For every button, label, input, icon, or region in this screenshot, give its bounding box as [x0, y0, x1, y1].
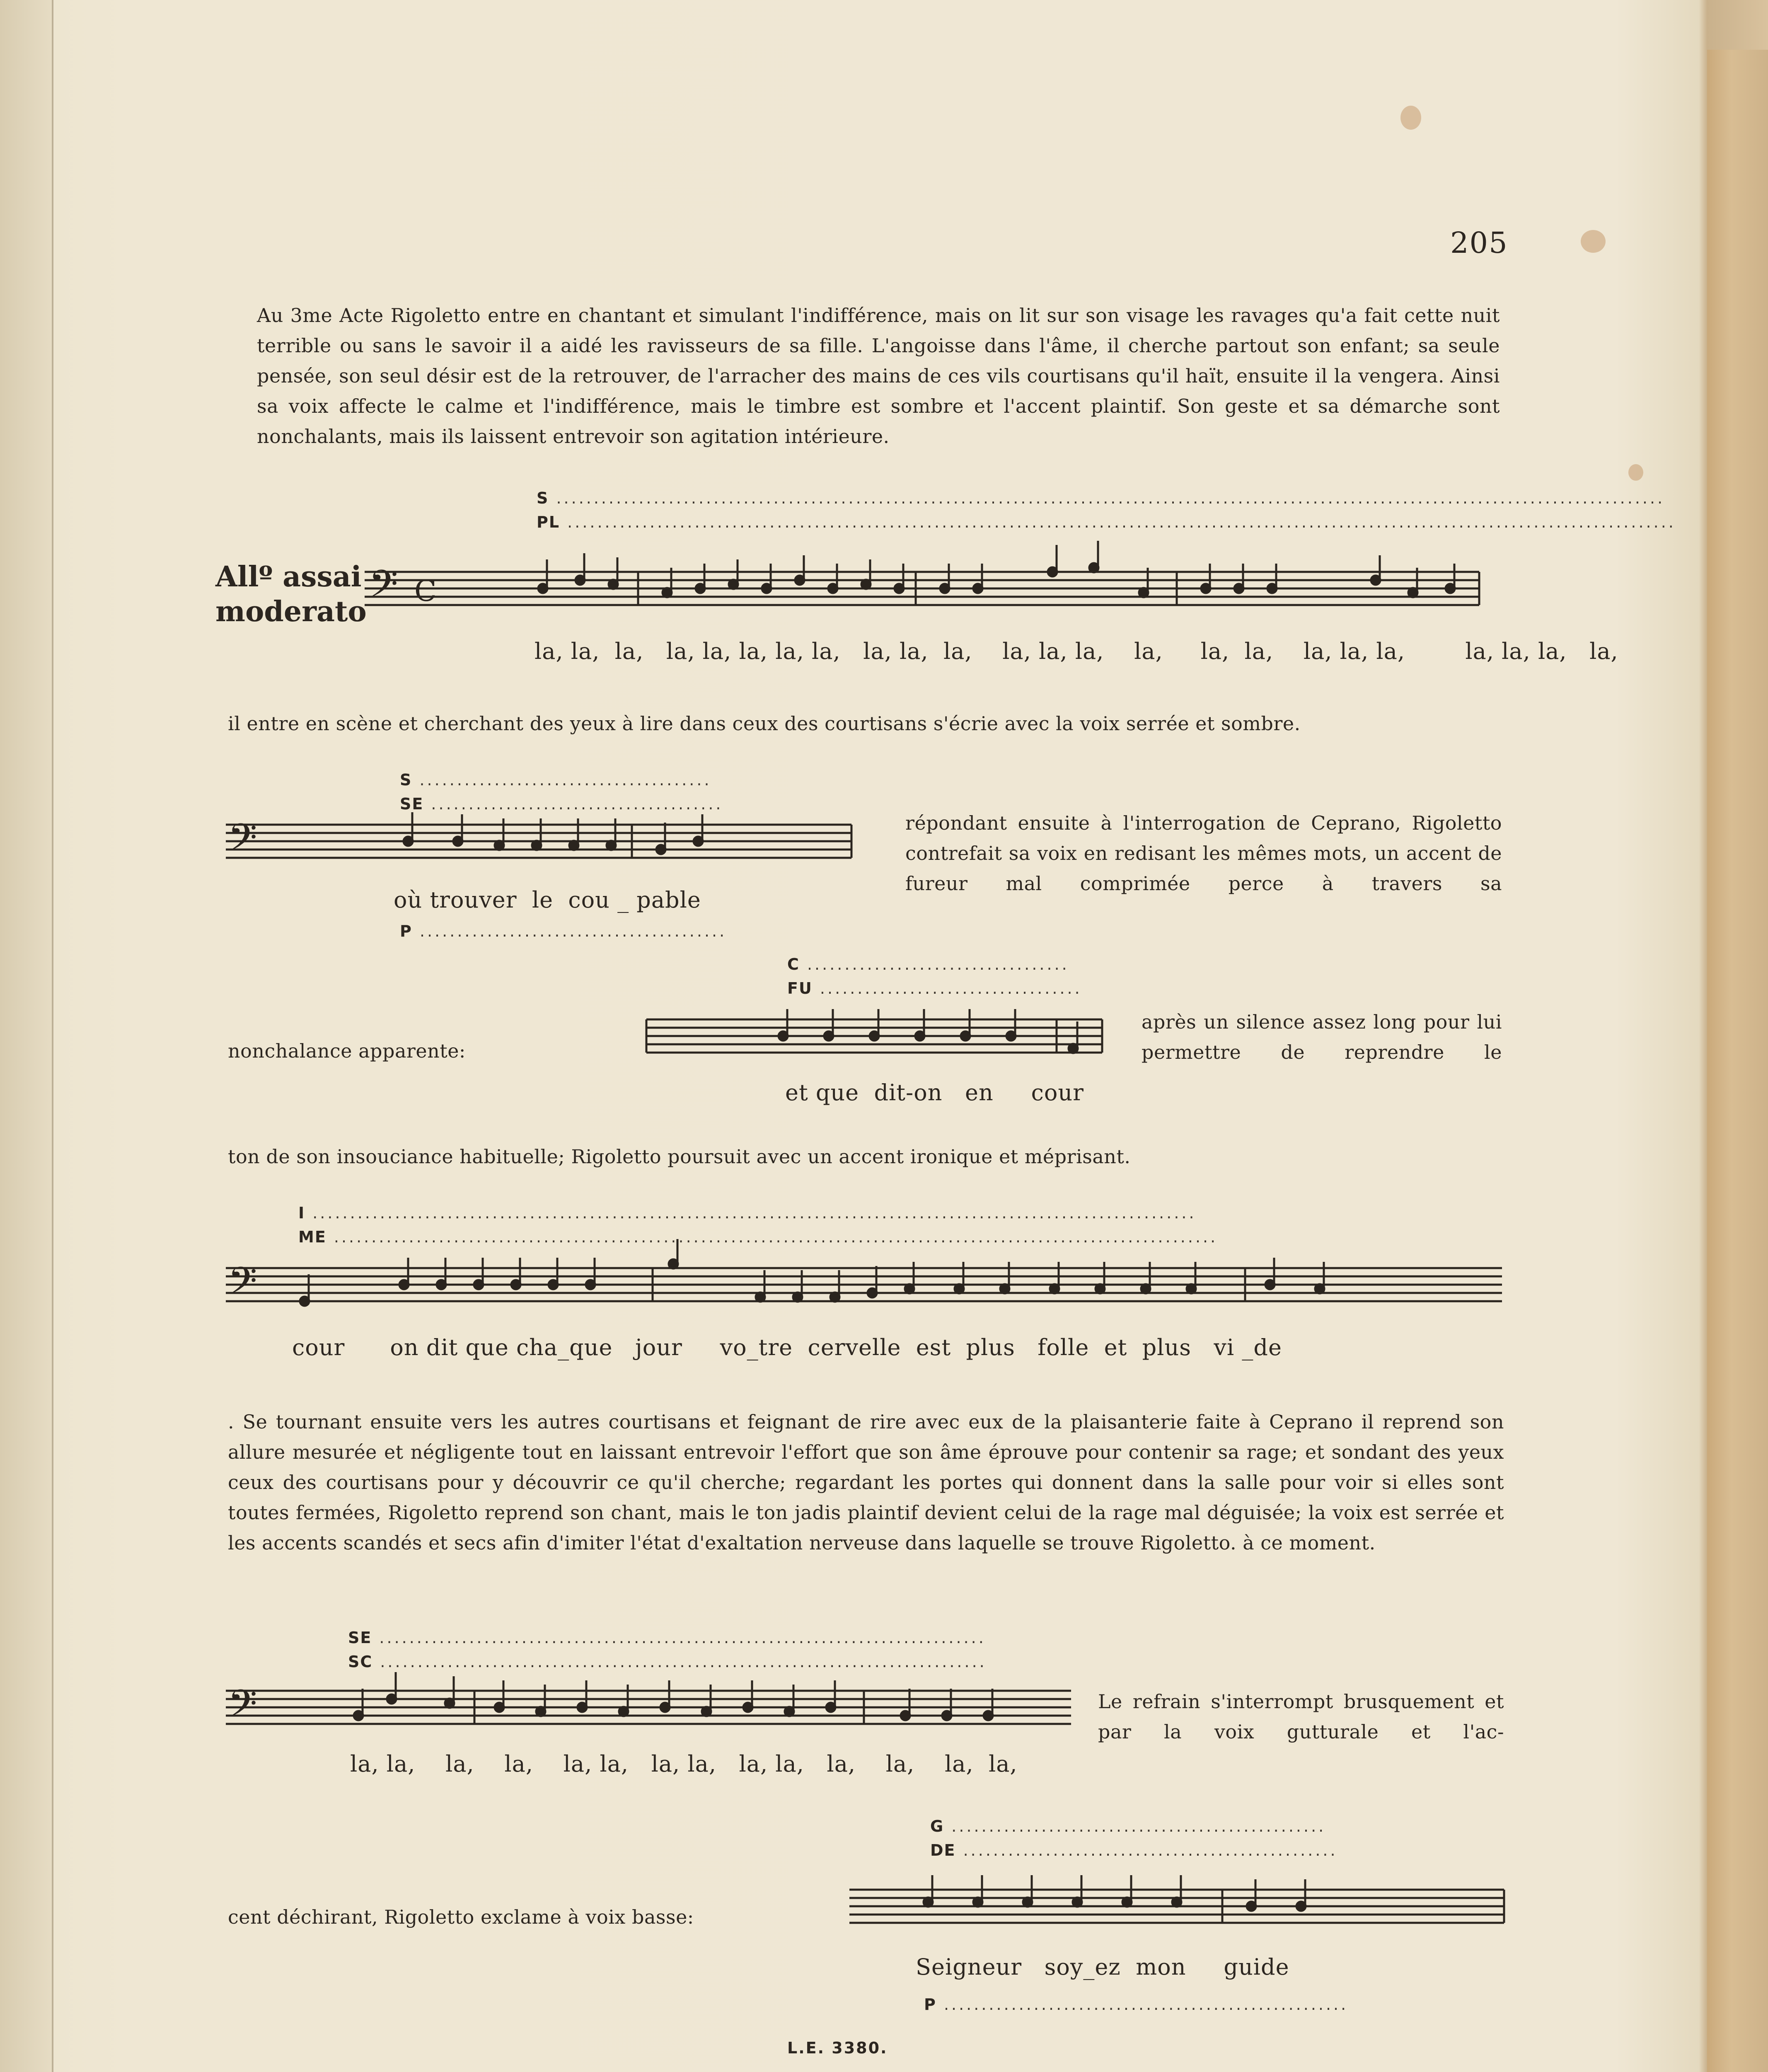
music-staff [646, 1003, 1110, 1077]
dynamic-mark: FU ................................... [787, 979, 1082, 997]
stain [1628, 464, 1643, 481]
lyrics-line: cour on dit que cha_que jour vo_tre cervelle est plus folle et plus vi _de [292, 1334, 1282, 1360]
paragraph-after-ex1: il entre en scène et cherchant des yeux à lire dans ceux des courtisans s'écrie avec la voix serrée et sombre. [228, 712, 1301, 735]
dynamic-mark: DE .................................................. [930, 1841, 1338, 1859]
lead-text: cent déchirant, Rigoletto exclame à voix basse: [228, 1906, 694, 1928]
paragraph-after-ex3: ton de son insouciance habituelle; Rigoletto poursuit avec un accent ironique et méprisant. [228, 1145, 1131, 1168]
svg-text:C: C [414, 574, 437, 608]
lyrics-line: Seigneur soy_ez mon guide [916, 1954, 1289, 1980]
svg-text:𝄢: 𝄢 [228, 816, 257, 869]
dynamic-mark: SE ....................................... [400, 795, 723, 813]
tempo-line: moderato [215, 595, 367, 628]
dynamic-mark: SC ................................................................................. [348, 1653, 987, 1671]
dynamic-mark: G .................................................. [930, 1817, 1326, 1835]
side-text: après un silence assez long pour lui permettre de reprendre le [1142, 1011, 1502, 1063]
dynamic-mark: C ................................... [787, 955, 1069, 973]
dynamic-mark: I ...................................................................................................................... [298, 1204, 1197, 1222]
tempo-marking [215, 559, 367, 629]
lyrics-line: où trouver le cou _ pable [394, 887, 701, 913]
page-edge [1707, 50, 1768, 2072]
lyrics-line: et que dit-on en cour [785, 1080, 1084, 1106]
dynamic-mark: P ......................................... [400, 922, 727, 940]
svg-text:𝄢: 𝄢 [228, 1259, 257, 1312]
catalog-number: L.E. 3380. [787, 2039, 888, 2057]
page-number: 205 [1450, 226, 1508, 260]
music-staff [226, 1243, 1506, 1326]
music-staff [849, 1865, 1512, 1948]
dynamic-mark: SE ................................................................................. [348, 1629, 986, 1647]
side-text: Le refrain s'interrompt brusquement et par la voix gutturale et l'ac- [1098, 1690, 1504, 1743]
svg-text:𝄢: 𝄢 [228, 1682, 257, 1735]
dynamic-mark: ME ...................................................................................................................... [298, 1228, 1218, 1246]
music-staff [226, 808, 860, 891]
dynamic-mark: S ....................................... [400, 771, 712, 789]
side-text: répondant ensuite à l'interrogation de Ceprano, Rigoletto contrefait sa voix en redisant les mêmes mots, un accent de fureur mal comprimée perce à travers sa [905, 812, 1502, 895]
svg-text:𝄢: 𝄢 [369, 562, 398, 615]
book-gutter [0, 0, 53, 2072]
stain [1400, 106, 1421, 130]
lyrics-line: la, la, la, la, la, la, la, la, la, la, la, la, la, la, [350, 1751, 1018, 1777]
stain [1581, 230, 1606, 253]
lead-text: nonchalance apparente: [228, 1040, 466, 1062]
paragraph-intro: Au 3me Acte Rigoletto entre en chantant et simulant l'indifférence, mais on lit sur son visage les ravages qu'a fait cette nuit terrible ou sans le savoir il a aidé les ravisseurs de sa fille. L'angoisse dans l'âme, il cherche partout son enfant; sa seule pensée, son seul désir est de la retrouver, de l'arracher des mains de ces vils courtisans qu'il haït, ensuite il la vengera. Ainsi sa voix affecte le calme et l'indifférence, mais le timbre est sombre et l'accent plaintif. Son geste et sa démarche sont nonchalants, mais ils laissent entrevoir son agitation intérieure. [257, 304, 1500, 448]
music-staff [226, 1674, 1079, 1749]
dynamic-mark: PL .................................................................................................................................................... [537, 513, 1676, 531]
dynamic-mark: P ...................................................... [924, 1995, 1349, 2014]
music-staff [365, 539, 1483, 638]
tempo-line: Allº assai [215, 560, 362, 593]
lyrics-line: la, la, la, la, la, la, la, la, la, la, la, la, la, la, la, la, la, la, la, la, la, la, la, la, [535, 638, 1618, 664]
dynamic-mark: S .................................................................................................................................................... [537, 489, 1665, 507]
paragraph-middle: . Se tournant ensuite vers les autres courtisans et feignant de rire avec eux de la plaisanterie faite à Ceprano il reprend son allure mesurée et négligente tout en laissant entrevoir l'effort que son âme éprouve pour contenir sa rage; et sondant des yeux ceux des courtisans pour y découvrir ce qu'il cherche; regardant les portes qui donnent dans la salle pour voir si elles sont toutes fermées, Rigoletto reprend son chant, mais le ton jadis plaintif devient celui de la rage mal déguisée; la voix est serrée et les accents scandés et secs afin d'imiter l'état d'exaltation nerveuse dans laquelle se trouve Rigoletto. à ce moment. [228, 1411, 1504, 1554]
